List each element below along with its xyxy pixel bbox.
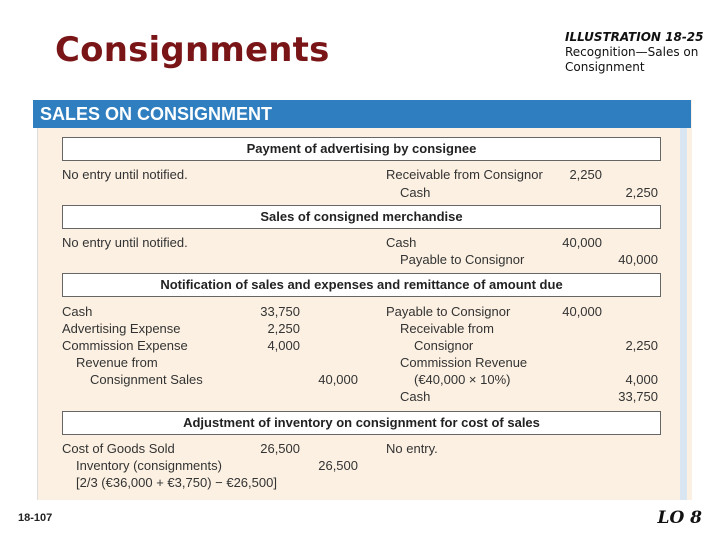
consignee-credit: 2,250 xyxy=(625,185,658,200)
consignor-credit: 40,000 xyxy=(318,372,358,387)
consignee-account: (€40,000 × 10%) xyxy=(414,372,511,387)
consignee-account: Cash xyxy=(400,185,431,200)
consignee-account: Receivable from Consignor xyxy=(386,167,543,182)
slide-title: Consignments xyxy=(55,30,330,70)
consignee-account: Consignor xyxy=(414,338,474,353)
consignor-credit: 26,500 xyxy=(318,458,358,473)
consignee-debit: 40,000 xyxy=(562,304,602,319)
illustration-caption-line2: Consignment xyxy=(565,60,645,74)
section-heading: Payment of advertising by consignee xyxy=(62,137,661,161)
consignee-credit: 4,000 xyxy=(625,372,658,387)
consignee-debit: 2,250 xyxy=(569,167,602,182)
section-heading: Sales of consigned merchandise xyxy=(62,205,661,229)
consignee-account: Commission Revenue xyxy=(400,355,528,370)
consignor-account: Commission Expense xyxy=(62,338,188,353)
consignee-credit: 33,750 xyxy=(618,389,658,404)
consignor-debit: 4,000 xyxy=(267,338,300,353)
consignor-explanation: [2/3 (€36,000 + €3,750) − €26,500] xyxy=(76,475,277,490)
consignee-credit: 2,250 xyxy=(625,338,658,353)
figure-right-edge xyxy=(680,128,687,500)
illustration-caption-line1: Recognition—Sales on xyxy=(565,45,699,59)
consignor-debit: 33,750 xyxy=(260,304,300,319)
section-heading: Notification of sales and expenses and remittance of amount due xyxy=(62,273,661,297)
slide-number: 18-107 xyxy=(18,512,53,524)
consignee-account: Receivable from xyxy=(400,321,494,336)
figure-banner-title: SALES ON CONSIGNMENT xyxy=(40,104,273,124)
consignor-account: Revenue from xyxy=(76,355,158,370)
consignor-account: Cash xyxy=(62,304,93,319)
consignee-credit: 40,000 xyxy=(618,252,658,267)
consignee-account: Cash xyxy=(400,389,431,404)
consignor-entry: No entry until notified. xyxy=(62,235,188,250)
illustration-caption xyxy=(565,30,704,75)
section-heading: Adjustment of inventory on consignment for cost of sales xyxy=(62,411,661,435)
consignee-account: Cash xyxy=(386,235,417,250)
consignor-debit: 2,250 xyxy=(267,321,300,336)
learning-objective: LO 8 xyxy=(657,508,702,528)
consignor-account: Cost of Goods Sold xyxy=(62,441,175,456)
consignor-account: Advertising Expense xyxy=(62,321,181,336)
consignee-account: Payable to Consignor xyxy=(386,304,511,319)
figure-banner xyxy=(33,100,691,128)
consignor-account: Consignment Sales xyxy=(90,372,203,387)
consignor-entry: No entry until notified. xyxy=(62,167,188,182)
illustration-number: ILLUSTRATION 18-25 xyxy=(565,30,704,44)
consignor-debit: 26,500 xyxy=(260,441,300,456)
consignee-account: Payable to Consignor xyxy=(400,252,525,267)
consignor-account: Inventory (consignments) xyxy=(76,458,222,473)
consignee-entry: No entry. xyxy=(386,441,438,456)
consignee-debit: 40,000 xyxy=(562,235,602,250)
